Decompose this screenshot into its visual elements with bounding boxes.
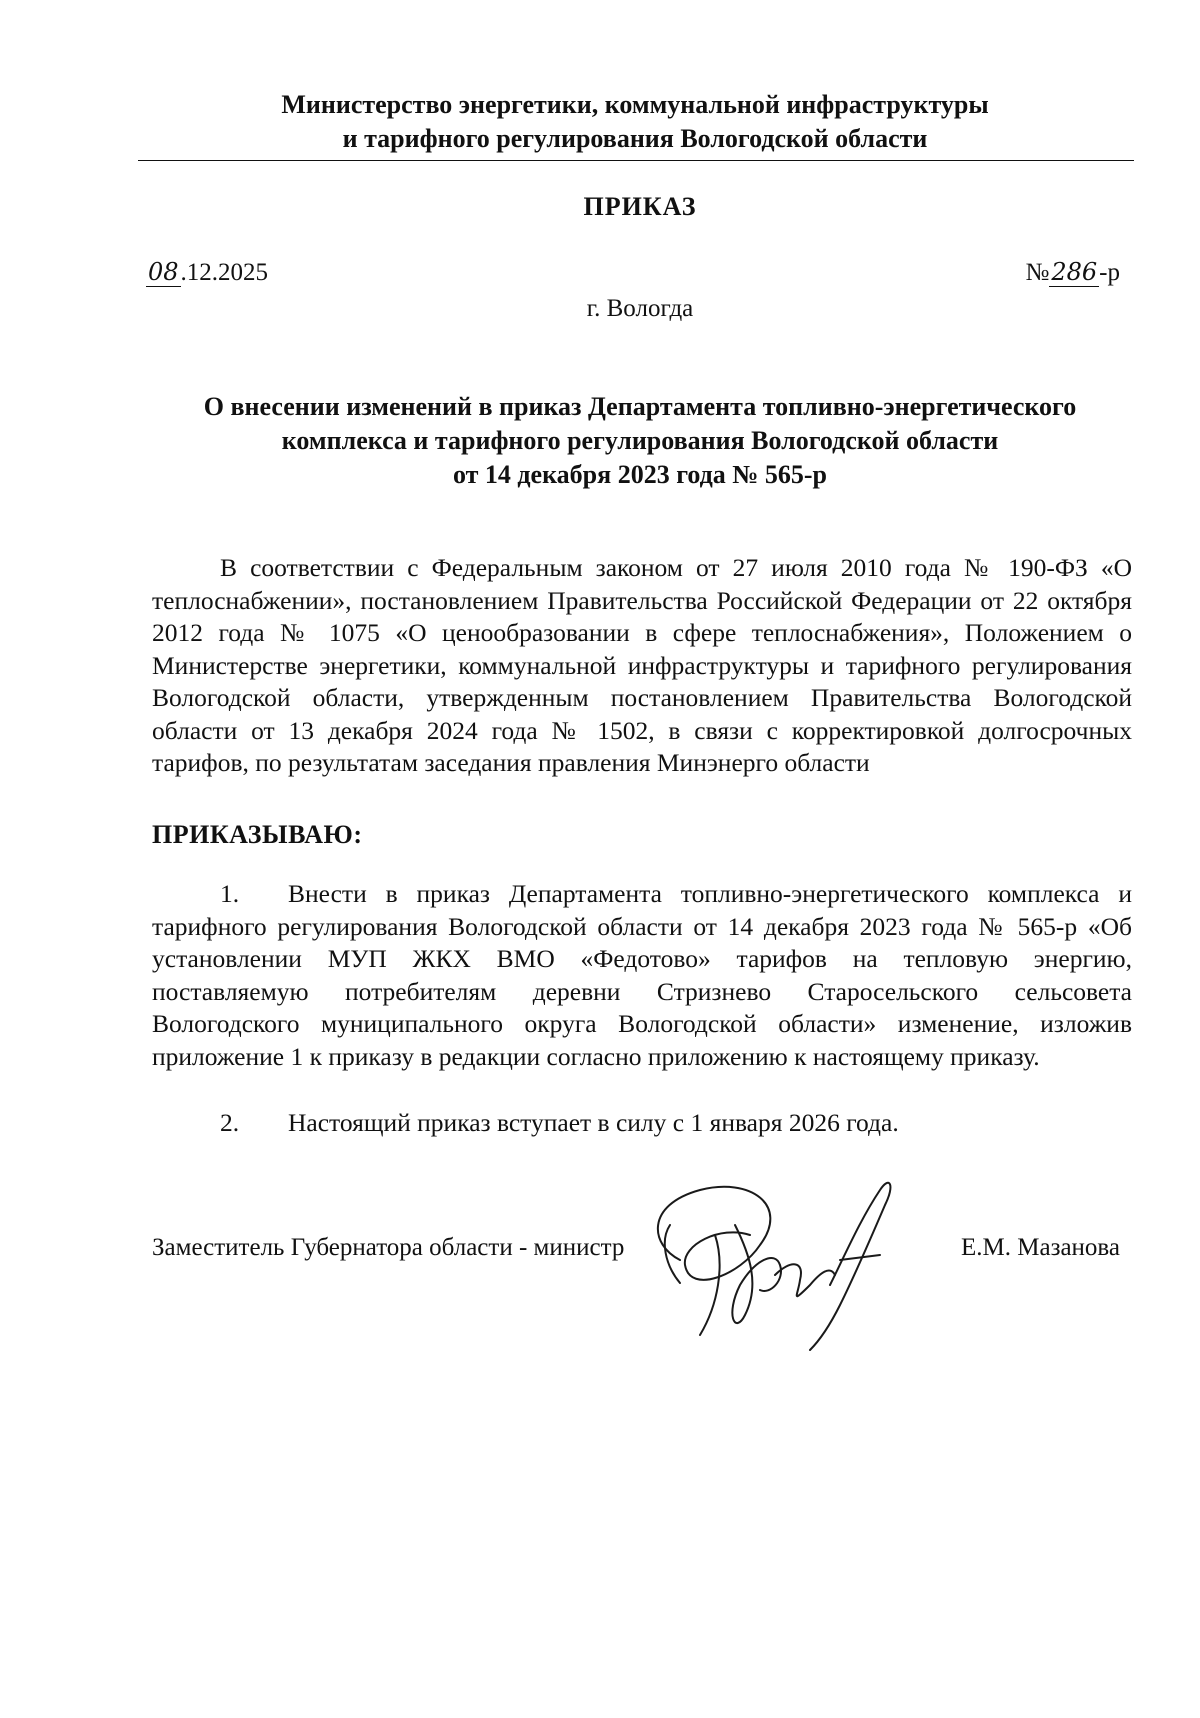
item-text: Внести в приказ Департамента топливно-энергетического комплекса и тарифного регулирования Вологодской области от 14 декабря 2023 года № 565-р «Об установлении МУП ЖКХ ВМО «Федотово» тарифов на тепловую энергию, поставляемую потребителям деревни Стризнево Старосельского сельсовета Вологодского муниципального округа Вологодской области» изменение, изложив приложение 1 к приказу в редакции согласно приложению к настоящему приказу. bbox=[152, 879, 1132, 1071]
document-date bbox=[146, 258, 268, 287]
ministry-header-line1: Министерство энергетики, коммунальной инфраструктуры bbox=[281, 90, 989, 119]
item-number: 2. bbox=[220, 1108, 240, 1137]
handwritten-number: 286 bbox=[1051, 258, 1098, 286]
document-subject bbox=[110, 390, 1170, 492]
ministry-header-line2: и тарифного регулирования Вологодской области bbox=[342, 124, 928, 153]
preamble-paragraph bbox=[152, 552, 1132, 780]
number-suffix: -р bbox=[1099, 259, 1120, 286]
order-item-1 bbox=[152, 878, 1132, 1073]
handwritten-signature bbox=[640, 1165, 940, 1355]
document-number bbox=[1026, 258, 1121, 287]
ministry-header bbox=[140, 88, 1130, 156]
subject-line2: комплекса и тарифного регулирования Вологодской области bbox=[281, 426, 999, 455]
signatory-position: Заместитель Губернатора области - министр bbox=[152, 1234, 625, 1261]
item-number: 1. bbox=[220, 879, 240, 908]
subject-line1: О внесении изменений в приказ Департамента топливно-энергетического bbox=[203, 392, 1077, 421]
order-item-2 bbox=[152, 1107, 1132, 1140]
number-prefix: № bbox=[1025, 259, 1050, 286]
subject-line3: от 14 декабря 2023 года № 565-р bbox=[452, 460, 828, 489]
date-rest: .12.2025 bbox=[180, 259, 269, 286]
document-title: ПРИКАЗ bbox=[583, 192, 697, 221]
header-divider bbox=[138, 160, 1134, 161]
preamble-text: В соответствии с Федеральным законом от 27 июля 2010 года № 190-ФЗ «О теплоснабжении», постановлением Правительства Российской Федерации от 22 октября 2012 года № 1075 «О ценообразовании в сфере теплоснабжения», Положением о Министерстве энергетики, коммунальной инфраструктуры и тарифного регулирования Вологодской области, утвержденным постановлением Правительства Вологодской области от 13 декабря 2024 года № 1502, в связи с корректировкой долгосрочных тарифов, по результатам заседания правления Минэнерго области bbox=[152, 553, 1132, 777]
handwritten-day: 08 bbox=[148, 258, 179, 286]
item-text: Настоящий приказ вступает в силу с 1 января 2026 года. bbox=[288, 1108, 899, 1137]
order-word: ПРИКАЗЫВАЮ: bbox=[152, 820, 363, 849]
document-city: г. Вологда bbox=[586, 295, 694, 322]
signatory-name: Е.М. Мазанова bbox=[961, 1234, 1120, 1261]
